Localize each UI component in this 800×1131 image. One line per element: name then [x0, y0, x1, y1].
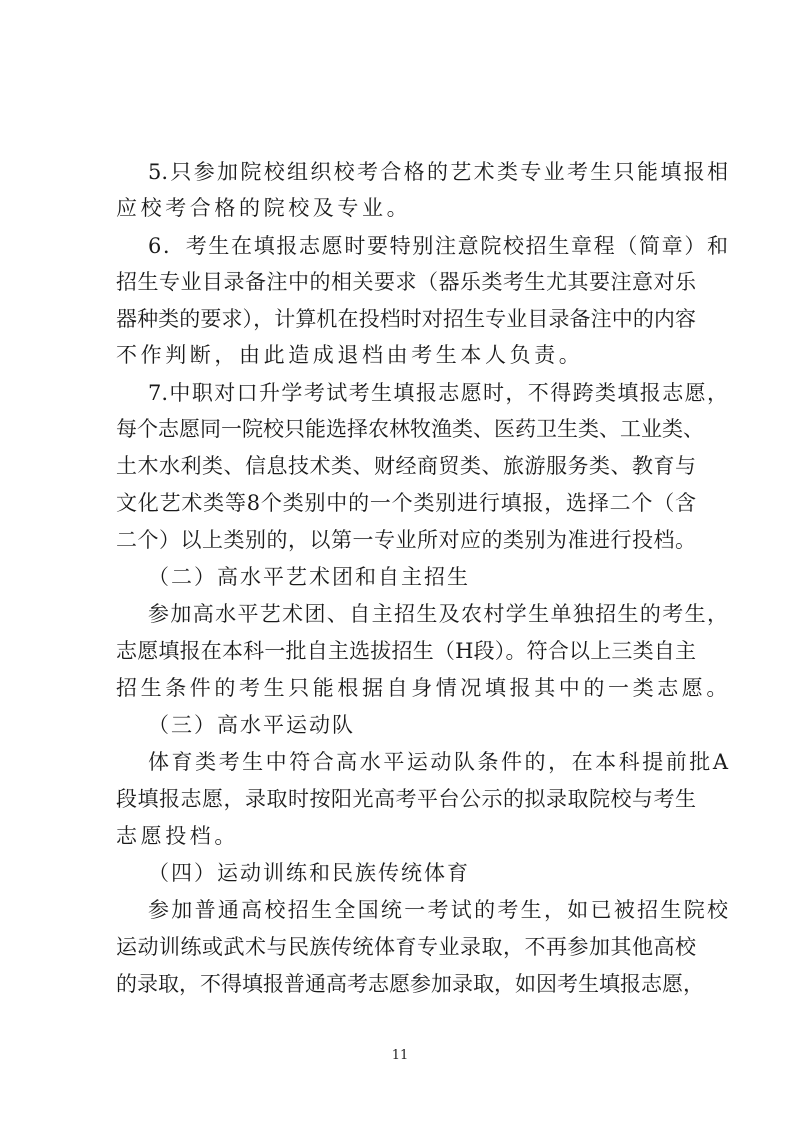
section-art-troupe-line-1: 参加高水平艺术团、自主招生及农村学生单独招生的考生，	[148, 602, 728, 626]
section-sports-team-line-3: 志愿投档。	[116, 824, 239, 848]
paragraph-7-line-5: 二个）以上类别的，以第一专业所对应的类别为准进行投档。	[116, 528, 696, 552]
paragraph-7-line-1: 7.中职对口升学考试考生填报志愿时，不得跨类填报志愿，	[148, 381, 728, 405]
section-heading-art-troupe: （二）高水平艺术团和自主招生	[148, 565, 470, 589]
paragraph-6-line-4: 不作判断，由此造成退档由考生本人负责。	[116, 343, 584, 367]
section-heading-sports-team: （三）高水平运动队	[148, 713, 355, 737]
section-art-troupe-line-3: 招生条件的考生只能根据自身情况填报其中的一类志愿。	[116, 676, 731, 700]
paragraph-6-line-1: 6．考生在填报志愿时要特别注意院校招生章程（简章）和	[148, 234, 728, 258]
section-sports-training-line-2: 运动训练或武术与民族传统体育专业录取，不再参加其他高校	[116, 935, 696, 959]
paragraph-7-line-2: 每个志愿同一院校只能选择农林牧渔类、医药卫生类、工业类、	[116, 417, 704, 441]
section-sports-team-line-2: 段填报志愿，录取时按阳光高考平台公示的拟录取院校与考生	[116, 787, 696, 811]
paragraph-6-line-2: 招生专业目录备注中的相关要求（器乐类考生尤其要注意对乐	[116, 270, 696, 294]
section-sports-training-line-1: 参加普通高校招生全国统一考试的考生，如已被招生院校	[148, 898, 728, 922]
section-sports-training-line-3: 的录取，不得填报普通高考志愿参加录取，如因考生填报志愿，	[116, 972, 704, 996]
paragraph-6-line-3: 器种类的要求），计算机在投档时对招生专业目录备注中的内容	[116, 307, 696, 331]
page-number: 11	[391, 1048, 409, 1063]
section-art-troupe-line-2: 志愿填报在本科一批自主选拔招生（H段）。符合以上三类自主	[116, 639, 696, 663]
section-sports-team-line-1: 体育类考生中符合高水平运动队条件的，在本科提前批A	[148, 750, 728, 774]
section-heading-sports-training: （四）运动训练和民族传统体育	[148, 861, 470, 885]
paragraph-7-line-4: 文化艺术类等8个类别中的一个类别进行填报，选择二个（含	[116, 491, 696, 515]
paragraph-5-line-1: 5.只参加院校组织校考合格的艺术类专业考生只能填报相	[148, 160, 728, 184]
paragraph-7-line-3: 土木水利类、信息技术类、财经商贸类、旅游服务类、教育与	[116, 454, 696, 478]
paragraph-5-line-2: 应校考合格的院校及专业。	[116, 196, 412, 220]
